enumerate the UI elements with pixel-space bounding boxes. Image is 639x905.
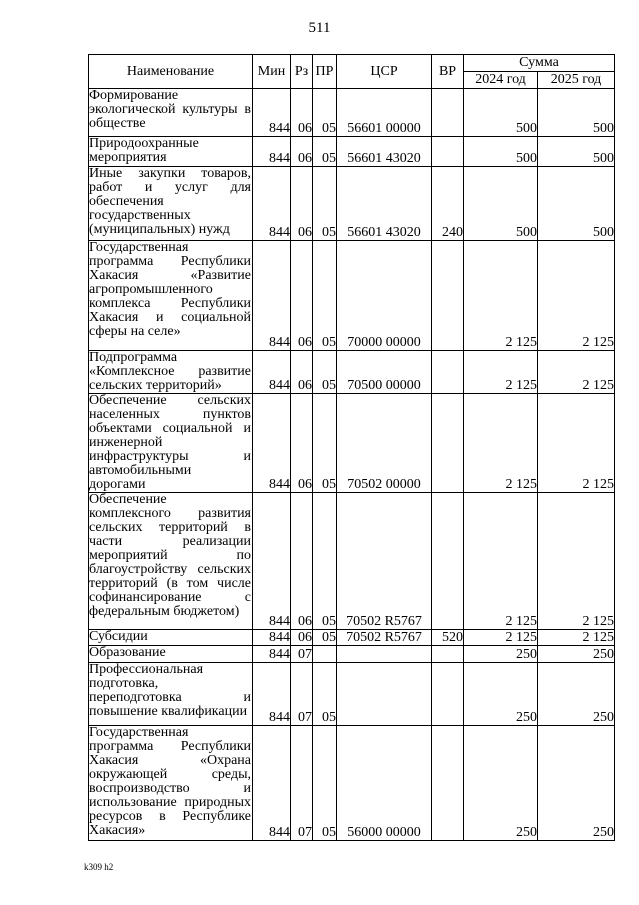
row-name (89, 137, 253, 167)
table-row (89, 646, 615, 663)
page-number: 511 (308, 20, 331, 36)
row-min: 844 (253, 663, 291, 726)
row-csr: 56601 43020 (337, 167, 432, 241)
row-name-text: Государственная программа Республики Хакасия «Развитие агропромышленного комплекса Республики Хакасия и социальной сферы на селе» (89, 240, 251, 339)
header-sum: Сумма (464, 55, 615, 72)
row-name (89, 493, 253, 630)
row-rz: 06 (291, 351, 313, 394)
row-name-text: Иные закупки товаров, работ и услуг для обеспечения государственных (муниципальных) нужд (89, 166, 251, 237)
row-rz: 06 (291, 493, 313, 630)
row-vr (432, 351, 464, 394)
row-sum-2025: 250 (538, 663, 615, 726)
row-vr (432, 646, 464, 663)
row-csr (337, 663, 432, 726)
row-pr: 05 (313, 663, 337, 726)
header-year-2025: 2025 год (538, 72, 615, 89)
header-csr: ЦСР (337, 55, 432, 89)
row-min: 844 (253, 646, 291, 663)
row-min: 844 (253, 137, 291, 167)
table-row (89, 663, 615, 726)
row-rz: 06 (291, 137, 313, 167)
header-vr: ВР (432, 55, 464, 89)
row-pr: 05 (313, 167, 337, 241)
row-sum-2025: 500 (538, 167, 615, 241)
row-sum-2024: 250 (464, 663, 538, 726)
row-name-text: Обеспечение комплексного развития сельских территорий в части реализации мероприятий по благоустройству сельских территорий (в том числе софинансирование с федеральным бюджетом) (89, 492, 251, 619)
row-name-text: Государственная программа Республики Хакасия «Охрана окружающей среды, воспроизводство и использование природных ресурсов в Республике Хакасия» (89, 725, 251, 838)
row-name-text: Подпрограмма «Комплексное развитие сельских территорий» (89, 350, 251, 393)
row-sum-2025: 250 (538, 726, 615, 841)
row-name (89, 241, 253, 351)
row-csr: 70000 00000 (337, 241, 432, 351)
row-rz: 06 (291, 89, 313, 137)
row-min: 844 (253, 241, 291, 351)
table-row (89, 394, 615, 493)
row-min: 844 (253, 351, 291, 394)
header-rz: Рз (291, 55, 313, 89)
row-rz: 07 (291, 646, 313, 663)
row-rz: 06 (291, 394, 313, 493)
budget-table (88, 54, 615, 841)
table-row (89, 630, 615, 646)
row-vr (432, 493, 464, 630)
row-sum-2024: 2 125 (464, 630, 538, 646)
header-min: Мин (253, 55, 291, 89)
row-rz: 07 (291, 663, 313, 726)
row-sum-2024: 2 125 (464, 394, 538, 493)
row-vr (432, 89, 464, 137)
row-rz: 06 (291, 630, 313, 646)
row-min: 844 (253, 167, 291, 241)
row-vr: 240 (432, 167, 464, 241)
header-pr: ПР (313, 55, 337, 89)
row-csr: 56601 00000 (337, 89, 432, 137)
row-min: 844 (253, 493, 291, 630)
row-csr: 70500 00000 (337, 351, 432, 394)
row-rz: 07 (291, 726, 313, 841)
row-name (89, 394, 253, 493)
row-rz: 06 (291, 167, 313, 241)
row-csr: 56000 00000 (337, 726, 432, 841)
row-sum-2024: 250 (464, 726, 538, 841)
row-sum-2024: 2 125 (464, 493, 538, 630)
row-sum-2025: 2 125 (538, 493, 615, 630)
row-min: 844 (253, 394, 291, 493)
table-row (89, 241, 615, 351)
row-name (89, 663, 253, 726)
row-min: 844 (253, 630, 291, 646)
row-sum-2025: 500 (538, 89, 615, 137)
row-pr: 05 (313, 89, 337, 137)
row-name (89, 89, 253, 137)
row-pr (313, 646, 337, 663)
row-sum-2025: 2 125 (538, 394, 615, 493)
row-name-text: Субсидии (89, 629, 148, 644)
row-sum-2024: 2 125 (464, 351, 538, 394)
row-name-text: Профессиональная подготовка, переподготовка и повышение квалификации (89, 662, 251, 719)
row-name-text: Природоохранные мероприятия (89, 136, 199, 165)
row-vr (432, 663, 464, 726)
row-name (89, 167, 253, 241)
row-vr (432, 726, 464, 841)
row-pr: 05 (313, 351, 337, 394)
row-sum-2025: 2 125 (538, 630, 615, 646)
row-csr: 70502 R5767 (337, 630, 432, 646)
table-row (89, 493, 615, 630)
row-sum-2024: 500 (464, 167, 538, 241)
row-vr (432, 241, 464, 351)
row-sum-2025: 2 125 (538, 241, 615, 351)
row-sum-2024: 250 (464, 646, 538, 663)
row-pr: 05 (313, 726, 337, 841)
row-sum-2024: 500 (464, 137, 538, 167)
row-min: 844 (253, 89, 291, 137)
table-row (89, 89, 615, 137)
row-sum-2025: 250 (538, 646, 615, 663)
row-sum-2024: 2 125 (464, 241, 538, 351)
row-name (89, 351, 253, 394)
row-name-text: Образование (89, 645, 166, 660)
row-sum-2025: 500 (538, 137, 615, 167)
row-name (89, 726, 253, 841)
row-name (89, 630, 253, 646)
row-name-text: Формирование экологической культуры в обществе (89, 88, 251, 131)
header-year-2024: 2024 год (464, 72, 538, 89)
table-row (89, 351, 615, 394)
row-pr: 05 (313, 394, 337, 493)
row-name-text: Обеспечение сельских населенных пунктов объектами социальной и инженерной инфраструктуры и автомобильными дорогами (89, 393, 251, 492)
table-row (89, 137, 615, 167)
row-sum-2024: 500 (464, 89, 538, 137)
row-csr (337, 646, 432, 663)
row-min: 844 (253, 726, 291, 841)
row-pr: 05 (313, 493, 337, 630)
row-vr (432, 137, 464, 167)
row-csr: 70502 R5767 (337, 493, 432, 630)
table-row (89, 167, 615, 241)
row-vr: 520 (432, 630, 464, 646)
row-rz: 06 (291, 241, 313, 351)
row-sum-2025: 2 125 (538, 351, 615, 394)
row-pr: 05 (313, 137, 337, 167)
row-csr: 56601 43020 (337, 137, 432, 167)
row-csr: 70502 00000 (337, 394, 432, 493)
row-name (89, 646, 253, 663)
row-vr (432, 394, 464, 493)
table-row (89, 726, 615, 841)
footer-code: k309 h2 (84, 862, 114, 872)
row-pr: 05 (313, 241, 337, 351)
row-pr: 05 (313, 630, 337, 646)
header-name: Наименование (89, 55, 253, 89)
